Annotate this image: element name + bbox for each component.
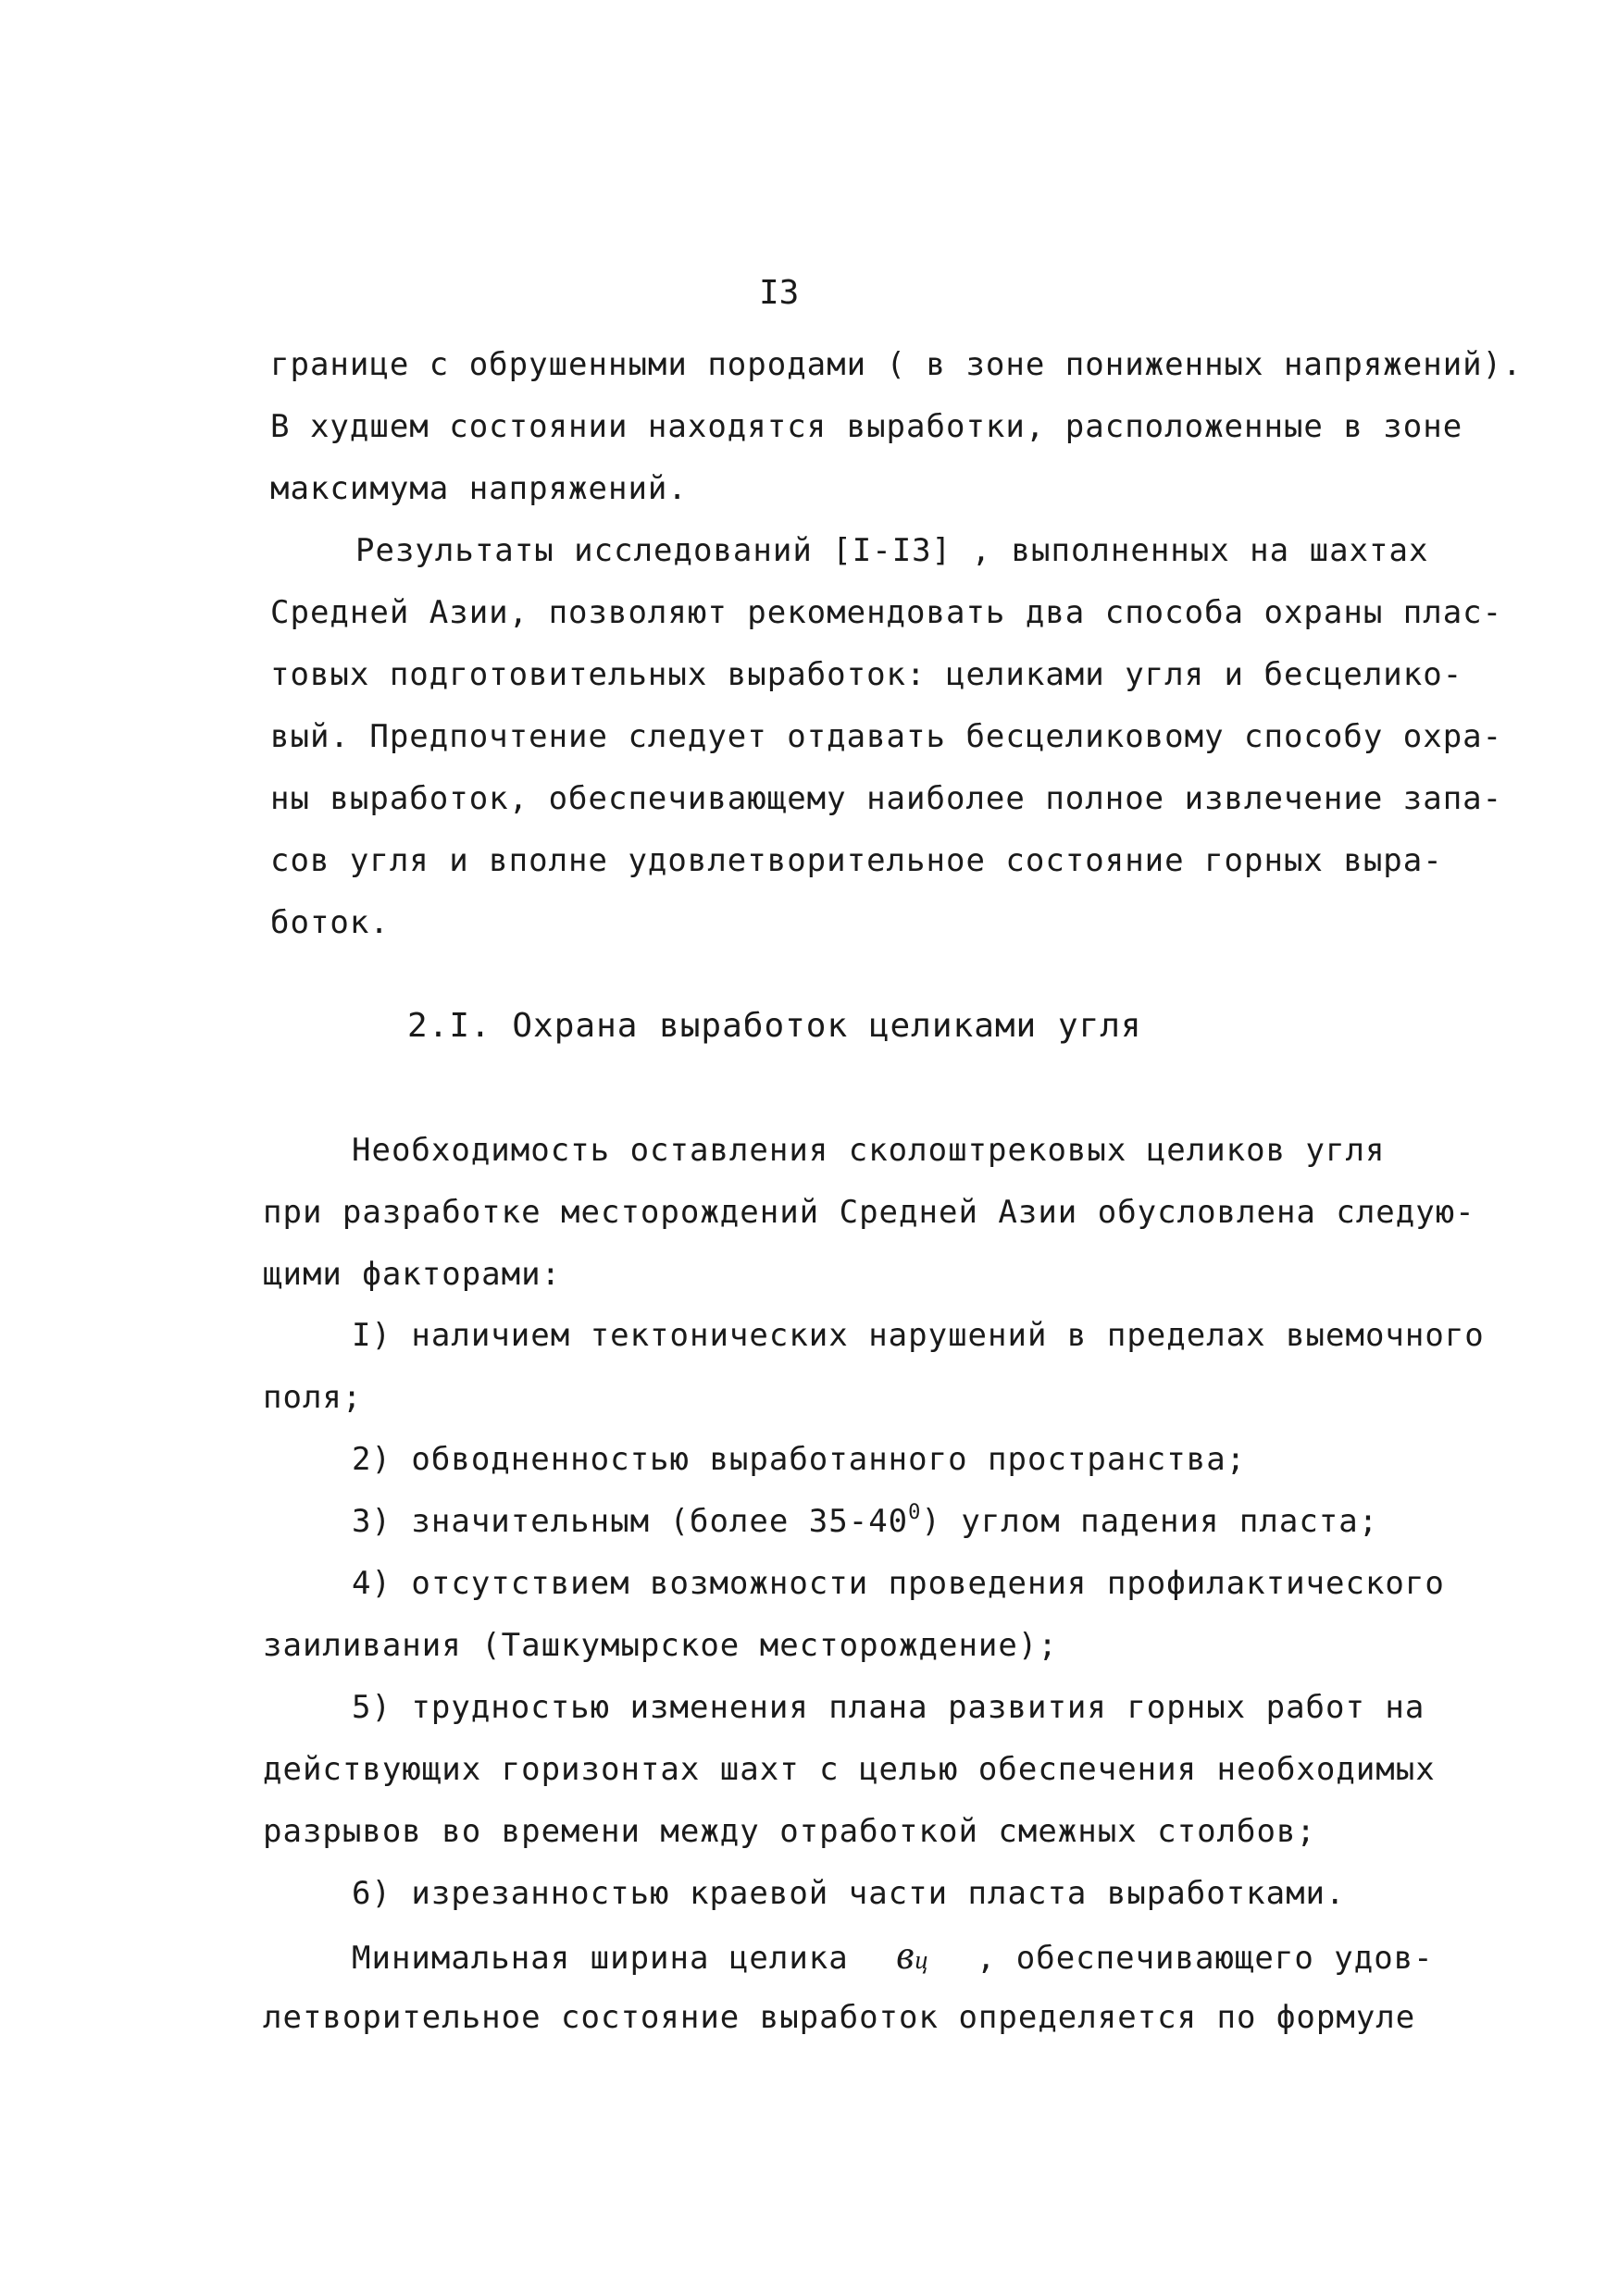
citation-reference: [I-I3] [832,532,952,569]
para3-line-2: при разработке месторождений Средней Азии обусловлена следую- [263,1194,1475,1231]
para2-line-6: сов угля и вполне удовлетворительное состояние горных выра- [270,842,1443,879]
degree-superscript: 0 [908,1501,922,1524]
list-item-3-end: ) углом падения пласта; [921,1503,1379,1540]
list-item-6: 6) изрезанностью краевой части пласта выработками. [352,1875,1346,1912]
list-item-5-line-2: действующих горизонтах шахт с целью обеспечения необходимых [263,1751,1436,1788]
para1-line-1: границе с обрушенными породами ( в зоне пониженных напряжений). [270,346,1523,383]
para1-line-2: В худшем состоянии находятся выработки, расположенные в зоне [270,408,1463,445]
list-item-3-start: 3) значительным (более 35-40 [352,1503,909,1540]
list-item-1-line-1: I) наличием тектонических нарушений в пределах выемочного [352,1317,1485,1354]
para2-line-1-end: , выполненных на шахтах [971,532,1429,569]
list-item-4-line-2: заиливания (Ташкумырское месторождение); [263,1627,1058,1664]
para1-line-3: максимума напряжений. [270,470,688,507]
para2-line-7: боток. [270,904,390,941]
pillar-width-subscript: ц [915,1946,929,1975]
para4-line-2: летворительное состояние выработок определяется по формуле [263,1999,1416,2036]
para2-line-2: Средней Азии, позволяют рекомендовать два способа охраны плас- [270,594,1503,631]
para2-line-1-start: Результаты исследований [355,532,813,569]
list-item-3 [352,1500,1378,1547]
list-item-1-line-2: поля; [263,1379,363,1416]
para2-line-5: ны выработок, обеспечивающему наиболее полное извлечение запа- [270,780,1503,817]
section-heading: 2.I. Охрана выработок целиками угля [407,1007,1142,1045]
para2-line-4: вый. Предпочтение следует отдавать бесцеликовому способу охра- [270,718,1503,755]
para4-line-1-start: Минимальная ширина целика [352,1940,849,1977]
list-item-5-line-3: разрывов во времени между отработкой смежных столбов; [263,1813,1316,1850]
para3-line-1: Необходимость оставления сколоштрековых целиков угля [352,1132,1386,1169]
para2-line-3: товых подготовительных выработок: целиками угля и бесцелико- [270,656,1463,693]
list-item-2: 2) обводненностью выработанного пространства; [352,1441,1247,1478]
para4-line-1 [352,1934,1434,1982]
list-item-4-line-1: 4) отсутствием возможности проведения профилактического [352,1565,1445,1602]
para4-line-1-end: , обеспечивающего удов- [976,1940,1434,1977]
pillar-width-symbol: в [896,1932,915,1978]
list-item-5-line-1: 5) трудностью изменения плана развития горных работ на [352,1689,1425,1726]
para3-line-3: щими факторами: [263,1256,562,1293]
page-number: I3 [759,274,800,312]
para2-line-1 [355,529,1428,572]
